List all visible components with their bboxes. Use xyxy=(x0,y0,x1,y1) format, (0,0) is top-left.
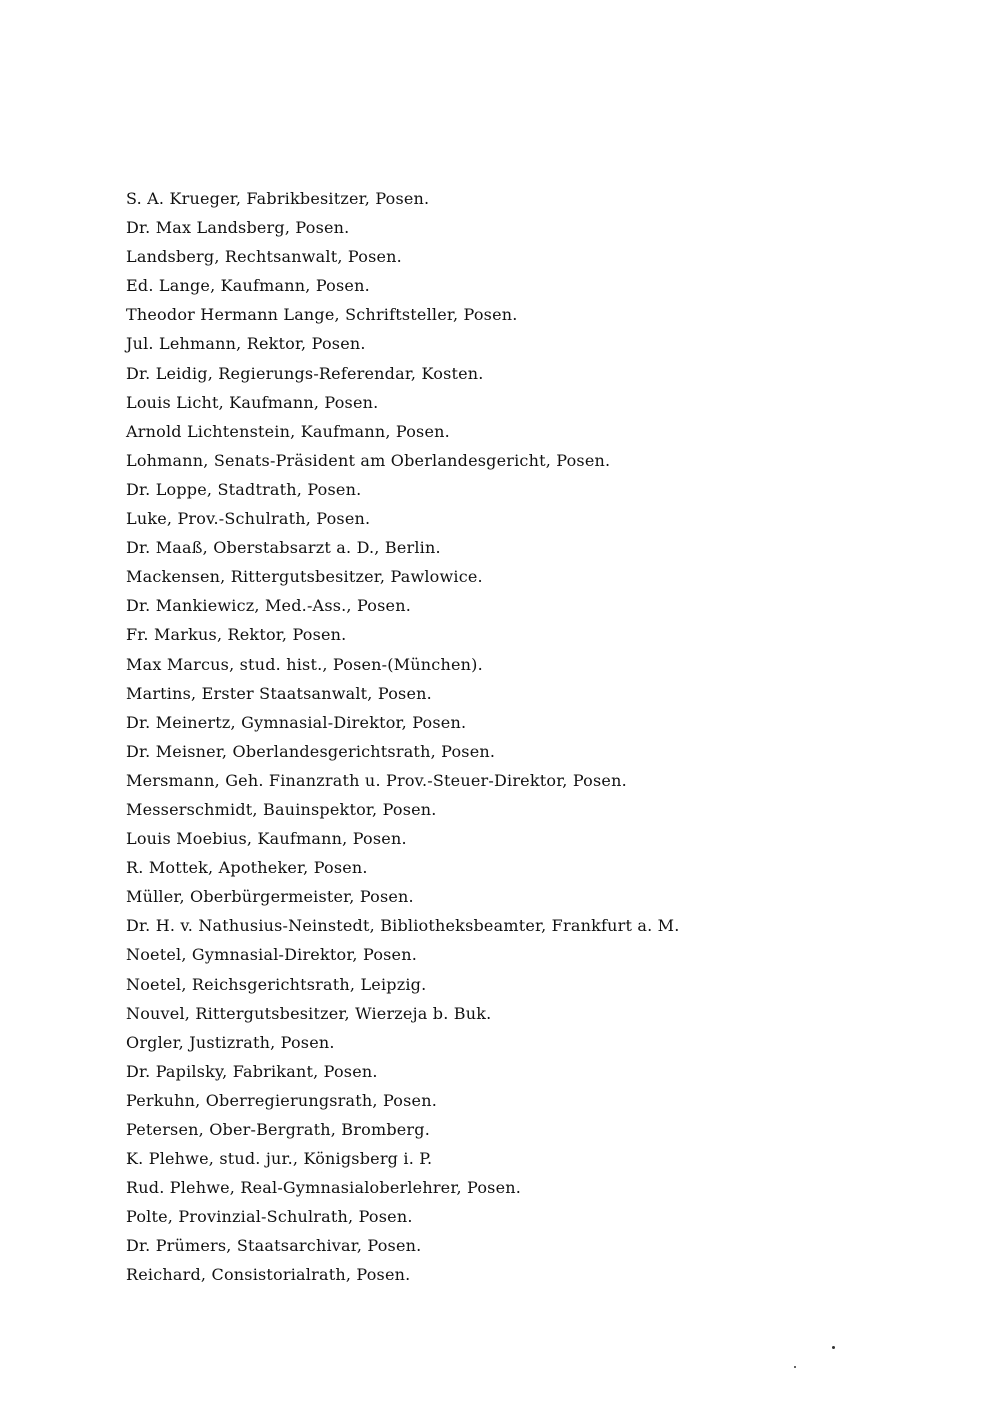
list-item: Dr. Mankiewicz, Med.-Ass., Posen. xyxy=(126,596,412,616)
list-item: Max Marcus, stud. hist., Posen-(München). xyxy=(126,654,483,674)
list-item: Louis Moebius, Kaufmann, Posen. xyxy=(126,829,407,849)
list-item: Noetel, Gymnasial-Direktor, Posen. xyxy=(126,945,418,965)
list-item: Dr. Meisner, Oberlandesgerichtsrath, Posen. xyxy=(126,741,496,761)
list-item: Noetel, Reichsgerichtsrath, Leipzig. xyxy=(126,974,427,994)
list-item: S. A. Krueger, Fabrikbesitzer, Posen. xyxy=(126,189,430,208)
list-item: K. Plehwe, stud. jur., Königsberg i. P. xyxy=(126,1149,433,1169)
list-item: Petersen, Ober-Bergrath, Bromberg. xyxy=(126,1120,431,1139)
list-item: Ed. Lange, Kaufmann, Posen. xyxy=(126,276,370,296)
list-item: Jul. Lehmann, Rektor, Posen. xyxy=(126,334,366,354)
list-item: Martins, Erster Staatsanwalt, Posen. xyxy=(126,683,432,703)
list-item: Lohmann, Senats-Präsident am Oberlandesgericht, Posen. xyxy=(126,450,611,470)
list-item: Theodor Hermann Lange, Schriftsteller, Posen. xyxy=(126,305,518,325)
list-item: Dr. Maaß, Oberstabsarzt a. D., Berlin. xyxy=(126,538,441,558)
list-item: Perkuhn, Oberregierungsrath, Posen. xyxy=(126,1090,437,1110)
list-item: Mackensen, Rittergutsbesitzer, Pawlowice. xyxy=(126,567,483,587)
list-item: Dr. Papilsky, Fabrikant, Posen. xyxy=(126,1061,378,1081)
list-item: Dr. Max Landsberg, Posen. xyxy=(126,218,350,238)
list-item: Landsberg, Rechtsanwalt, Posen. xyxy=(126,247,402,267)
list-item: Müller, Oberbürgermeister, Posen. xyxy=(126,887,414,907)
list-item: Fr. Markus, Rektor, Posen. xyxy=(126,625,347,645)
print-speck xyxy=(794,1366,796,1368)
list-item: Orgler, Justizrath, Posen. xyxy=(126,1032,335,1052)
list-item: Reichard, Consistorialrath, Posen. xyxy=(126,1265,411,1285)
list-item: Dr. Leidig, Regierungs-Referendar, Kosten. xyxy=(126,363,484,383)
list-item: Messerschmidt, Bauinspektor, Posen. xyxy=(126,799,437,819)
member-list xyxy=(126,184,946,1290)
list-item: Rud. Plehwe, Real-Gymnasialoberlehrer, Posen. xyxy=(126,1178,522,1198)
list-item: Dr. Prümers, Staatsarchivar, Posen. xyxy=(126,1236,422,1256)
list-item: Arnold Lichtenstein, Kaufmann, Posen. xyxy=(126,421,450,441)
print-speck xyxy=(832,1346,835,1349)
list-item: Luke, Prov.-Schulrath, Posen. xyxy=(126,509,371,529)
list-item: Louis Licht, Kaufmann, Posen. xyxy=(126,392,379,412)
list-item: R. Mottek, Apotheker, Posen. xyxy=(126,858,368,878)
list-item: Polte, Provinzial-Schulrath, Posen. xyxy=(126,1207,413,1227)
list-item: Dr. H. v. Nathusius-Neinstedt, Bibliotheksbeamter, Frankfurt a. M. xyxy=(126,916,680,936)
list-item: Dr. Meinertz, Gymnasial-Direktor, Posen. xyxy=(126,712,467,732)
list-item: Dr. Loppe, Stadtrath, Posen. xyxy=(126,479,362,499)
list-item: Mersmann, Geh. Finanzrath u. Prov.-Steuer-Direktor, Posen. xyxy=(126,770,627,790)
list-item: Nouvel, Rittergutsbesitzer, Wierzeja b. Buk. xyxy=(126,1003,492,1023)
